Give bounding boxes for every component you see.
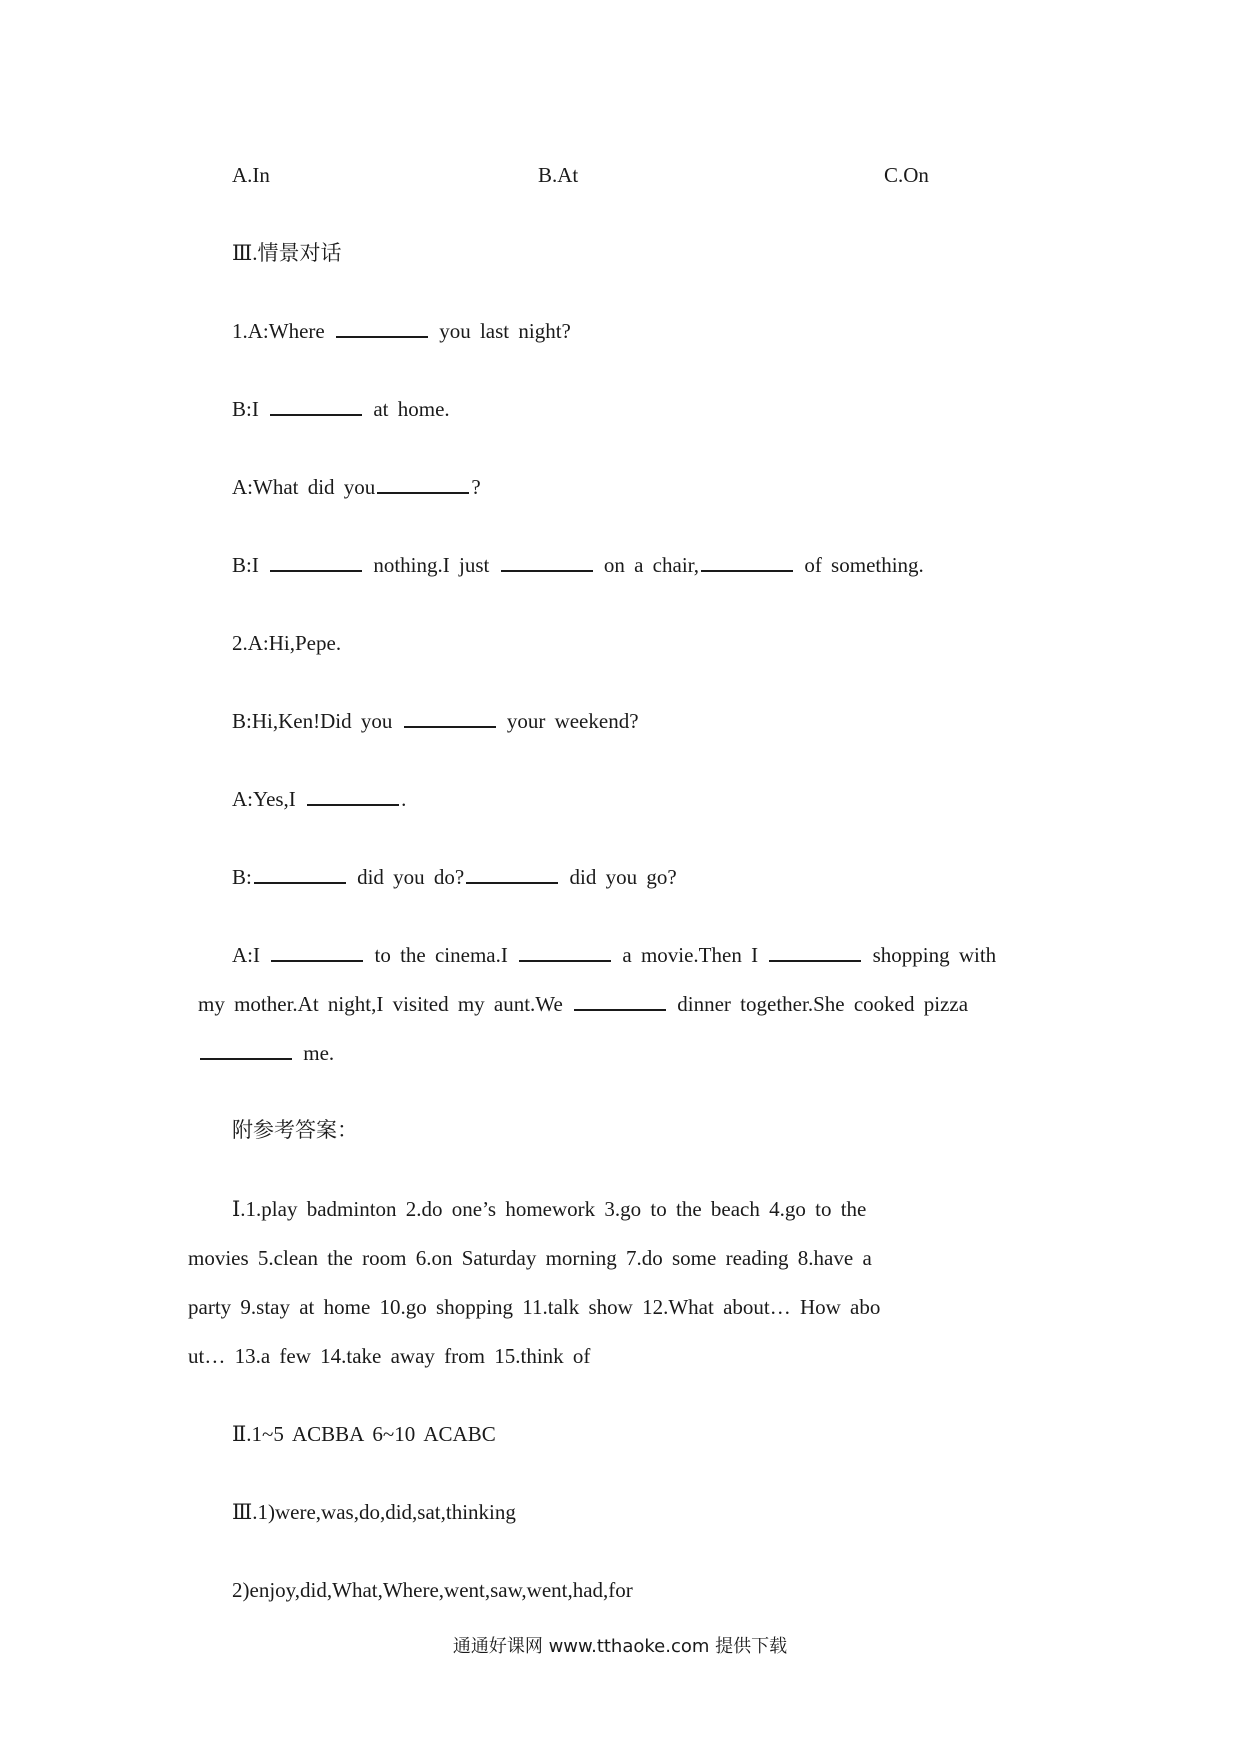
- answer-blank[interactable]: [501, 552, 593, 572]
- answers-part1-line4: ut… 13.a few 14.take away from 15.think of: [188, 1344, 591, 1368]
- answer-blank[interactable]: [307, 786, 399, 806]
- answers-part1-line1: Ⅰ.1.play badminton 2.do one’s homework 3.go to the beach 4.go to the: [232, 1197, 867, 1221]
- option-b: B.At: [538, 163, 579, 187]
- answer-blank[interactable]: [377, 474, 469, 494]
- answer-blank[interactable]: [404, 708, 496, 728]
- page-footer: 通通好课网 www.tthaoke.com 提供下载: [452, 1636, 788, 1657]
- dialog2-line5: A:I to the cinema.I a movie.Then I shopping with: [232, 943, 997, 967]
- answer-blank[interactable]: [336, 318, 428, 338]
- answer-blank[interactable]: [519, 942, 611, 962]
- answer-blank[interactable]: [769, 942, 861, 962]
- answer-blank[interactable]: [270, 396, 362, 416]
- answer-blank[interactable]: [271, 942, 363, 962]
- dialog1-line2: B:I at home.: [232, 397, 450, 421]
- answer-blank[interactable]: [200, 1040, 292, 1060]
- answer-blank[interactable]: [466, 864, 558, 884]
- section-3-heading: Ⅲ.情景对话: [232, 241, 342, 265]
- answers-part1-line3: party 9.stay at home 10.go shopping 11.talk show 12.What about… How abo: [188, 1295, 881, 1319]
- dialog2-line2: B:Hi,Ken!Did you your weekend?: [232, 709, 639, 733]
- dialog2-line4: B: did you do? did you go?: [232, 865, 677, 889]
- dialog1-line1: 1.A:Where you last night?: [232, 319, 571, 343]
- option-c: C.On: [884, 163, 929, 187]
- dialog2-line7: me.: [198, 1040, 334, 1066]
- answers-part2: Ⅱ.1~5 ACBBA 6~10 ACABC: [232, 1422, 496, 1446]
- dialog2-line1: 2.A:Hi,Pepe.: [232, 631, 342, 655]
- answer-blank[interactable]: [574, 991, 666, 1011]
- dialog2-line6: my mother.At night,I visited my aunt.We dinner together.She cooked pizza: [198, 992, 969, 1016]
- answers-part1-line2: movies 5.clean the room 6.on Saturday morning 7.do some reading 8.have a: [188, 1246, 872, 1270]
- answer-blank[interactable]: [701, 552, 793, 572]
- option-a: A.In: [232, 163, 270, 187]
- answers-part3-2: 2)enjoy,did,What,Where,went,saw,went,had,for: [232, 1578, 633, 1602]
- answer-blank[interactable]: [254, 864, 346, 884]
- answer-blank[interactable]: [270, 552, 362, 572]
- dialog1-line4: B:I nothing.I just on a chair, of something.: [232, 553, 924, 577]
- dialog1-line3: A:What did you ?: [232, 475, 481, 499]
- answers-part3-1: Ⅲ.1)were,was,do,did,sat,thinking: [232, 1500, 516, 1524]
- dialog2-line3: A:Yes,I .: [232, 787, 407, 811]
- answers-heading: 附参考答案：: [232, 1118, 358, 1142]
